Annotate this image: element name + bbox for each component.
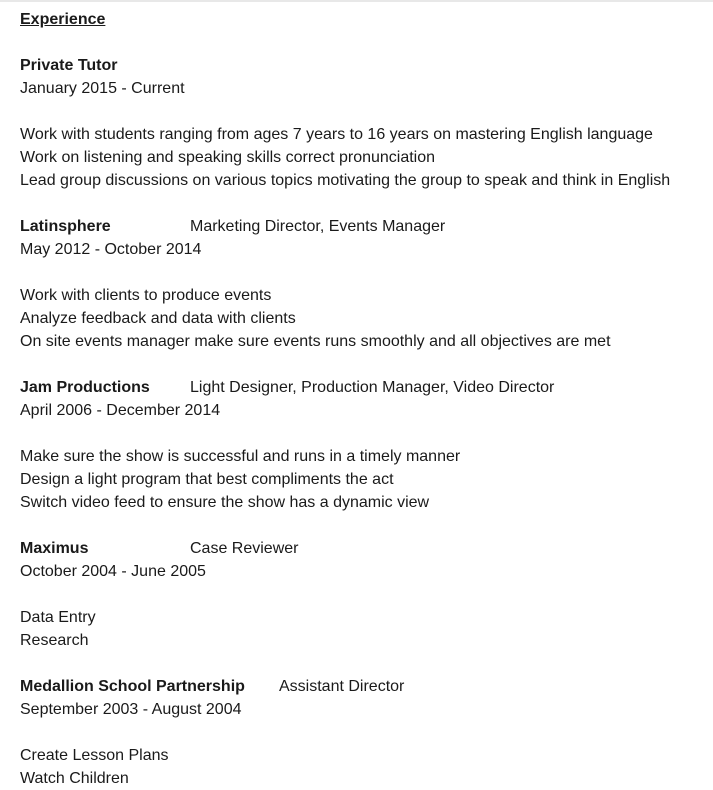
job-entry (20, 215, 710, 353)
spacer (20, 192, 710, 215)
job-entry (20, 537, 710, 652)
job-entry (20, 54, 710, 192)
spacer (20, 652, 710, 675)
job-dates: May 2012 - October 2014 (20, 241, 202, 258)
spacer (20, 514, 710, 537)
job-header (20, 54, 710, 77)
job-duty: On site events manager make sure events runs smoothly and all objectives are met (20, 333, 611, 350)
job-dates: September 2003 - August 2004 (20, 701, 242, 718)
spacer (20, 353, 710, 376)
company-name: Private Tutor (20, 57, 118, 74)
job-header (20, 537, 710, 560)
job-duty: Lead group discussions on various topics motivating the group to speak and think in English (20, 172, 671, 189)
section-heading: Experience (20, 11, 106, 28)
spacer (20, 100, 710, 123)
job-duty: Work with students ranging from ages 7 years to 16 years on mastering English language (20, 126, 653, 143)
company-name: Latinsphere (20, 218, 111, 235)
company-name: Maximus (20, 540, 89, 557)
job-role: Light Designer, Production Manager, Video Director (190, 379, 555, 396)
job-entry (20, 675, 710, 790)
job-duty: Watch Children (20, 770, 129, 787)
company-name: Medallion School Partnership (20, 678, 245, 695)
spacer (20, 261, 710, 284)
spacer (20, 583, 710, 606)
job-header (20, 376, 710, 399)
job-role: Case Reviewer (190, 540, 299, 557)
job-dates: January 2015 - Current (20, 80, 185, 97)
job-duty: Work with clients to produce events (20, 287, 272, 304)
job-duty: Switch video feed to ensure the show has a dynamic view (20, 494, 430, 511)
job-header (20, 675, 710, 698)
job-duty: Design a light program that best compliments the act (20, 471, 394, 488)
job-entry (20, 376, 710, 514)
company-name: Jam Productions (20, 379, 150, 396)
job-duty: Analyze feedback and data with clients (20, 310, 296, 327)
spacer (20, 422, 710, 445)
job-duty: Research (20, 632, 89, 649)
job-duty: Work on listening and speaking skills correct pronunciation (20, 149, 436, 166)
job-dates: October 2004 - June 2005 (20, 563, 206, 580)
job-duty: Data Entry (20, 609, 96, 626)
job-role: Marketing Director, Events Manager (190, 218, 446, 235)
job-dates: April 2006 - December 2014 (20, 402, 221, 419)
spacer (20, 721, 710, 744)
job-role: Assistant Director (279, 678, 405, 695)
job-header (20, 215, 710, 238)
resume-document (20, 8, 710, 790)
job-duty: Make sure the show is successful and runs in a timely manner (20, 448, 461, 465)
top-divider (0, 0, 713, 2)
job-duty: Create Lesson Plans (20, 747, 169, 764)
spacer (20, 31, 710, 54)
